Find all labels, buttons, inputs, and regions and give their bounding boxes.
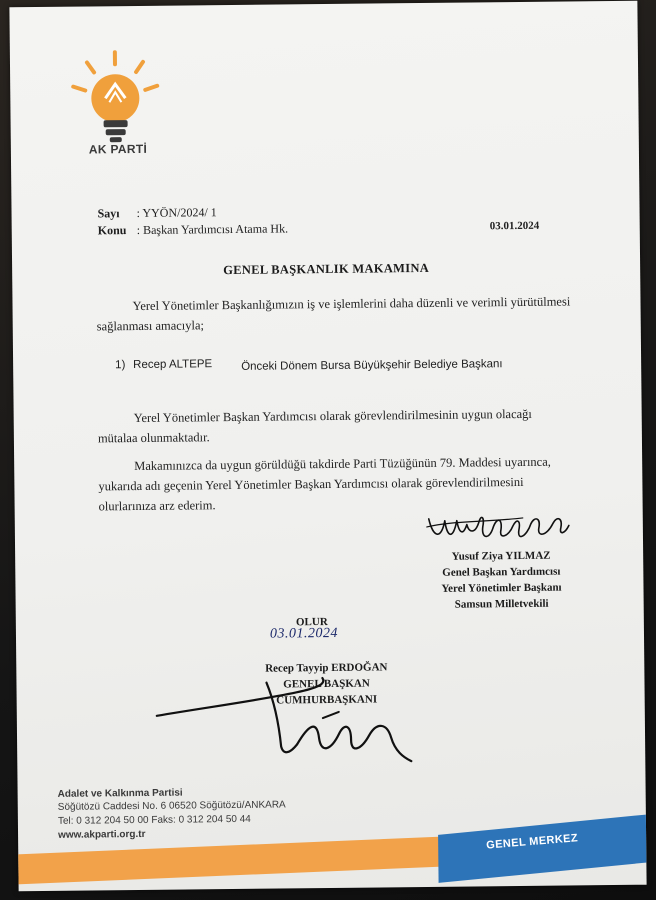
signatory-title-3: Samsun Milletvekili xyxy=(454,597,549,611)
approver-name: Recep Tayyip ERDOĞAN xyxy=(265,661,388,675)
approval-olur: OLUR xyxy=(295,616,328,629)
sayi-value: : YYÖN/2024/ 1 xyxy=(136,205,217,220)
footer-address: Söğütözü Caddesi No. 6 06520 Söğütözü/ANKARA xyxy=(57,799,286,813)
intro-line-1: Yerel Yönetimler Başkanlığımızın iş ve işlemlerini daha düzenli ve verimli yürütülmesi xyxy=(132,294,571,314)
para3-line-2: yukarıda adı geçenin Yerel Yönetimler Başkan Yardımcısı olarak görevlendirilmesini xyxy=(98,474,524,494)
approver-signature xyxy=(146,653,427,776)
signatory-name: Yusuf Ziya YILMAZ xyxy=(451,549,551,563)
konu-label: Konu xyxy=(97,223,127,238)
signatory-title-1: Genel Başkan Yardımcısı xyxy=(442,565,561,579)
approver-title-1: GENEL BAŞKAN xyxy=(283,677,370,691)
document-date: 03.01.2024 xyxy=(489,219,540,233)
reference-number-line xyxy=(97,205,216,221)
footer-orange-bar xyxy=(9,835,478,885)
item-number: 1) xyxy=(115,359,126,372)
approver-title-2: CUMHURBAŞKANI xyxy=(276,693,378,707)
subject-line xyxy=(98,221,288,238)
para2-line-2: mütalaa olunmaktadır. xyxy=(97,430,210,446)
item-name: Recep ALTEPE xyxy=(133,358,213,372)
brand-name: AK PARTİ xyxy=(88,141,148,157)
signatory-block xyxy=(431,547,572,612)
footer-org-name: Adalet ve Kalkınma Partisi xyxy=(57,787,183,800)
konu-value: : Başkan Yardımcısı Atama Hk. xyxy=(136,221,289,237)
lightbulb-logo-icon xyxy=(65,46,166,157)
approval-date: 03.01.2024 xyxy=(269,625,339,642)
item-description: Önceki Dönem Bursa Büyükşehir Belediye Başkanı xyxy=(241,358,503,373)
footer-blue-bar xyxy=(438,812,647,883)
signatory-signature xyxy=(423,505,573,551)
signatory-title-2: Yerel Yönetimler Başkanı xyxy=(441,581,562,595)
letter-sheet xyxy=(9,1,646,892)
document-heading: GENEL BAŞKANLIK MAKAMINA xyxy=(223,260,430,278)
footer-phone: Tel: 0 312 204 50 00 Faks: 0 312 204 50 44 xyxy=(57,813,251,827)
intro-line-2: sağlanması amacıyla; xyxy=(96,318,205,334)
footer-contact xyxy=(58,786,286,840)
para2-line-1: Yerel Yönetimler Başkan Yardımcısı olarak görevlendirilmesinin uygun olacağı xyxy=(133,406,532,426)
footer-website: www.akparti.org.tr xyxy=(58,828,146,841)
genel-merkez-badge: GENEL MERKEZ xyxy=(485,832,579,852)
sayi-label: Sayı xyxy=(97,206,120,221)
para3-line-3: olurlarınıza arz ederim. xyxy=(98,498,216,514)
para3-line-1: Makamınızca da uygun görüldüğü takdirde Parti Tüzüğünün 79. Maddesi uyarınca, xyxy=(134,454,551,474)
